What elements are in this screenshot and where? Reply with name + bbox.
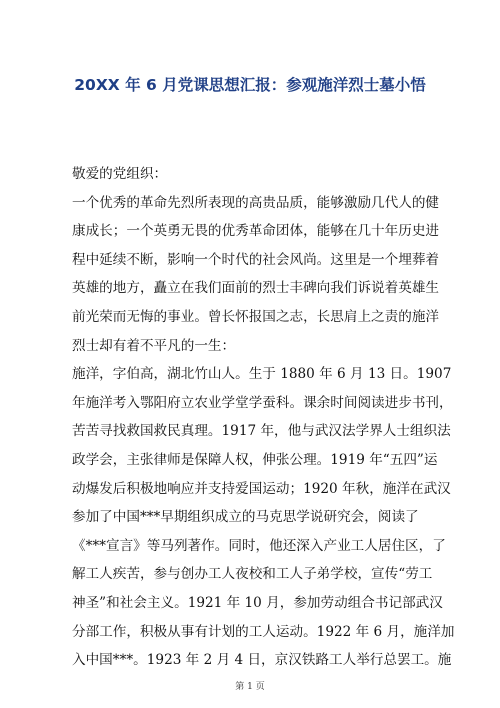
body-line: 动爆发后积极地响应并支持爱国运动；1920 年秋，施洋在武汉 (72, 480, 451, 497)
document-body (72, 160, 455, 675)
body-line: 入中国***。1923 年 2 月 4 日，京汉铁路工人举行总罢工。施 (72, 652, 452, 669)
document-title: 20XX 年 6 月党课思想汇报：参观施洋烈士墓小悟 (74, 76, 426, 94)
body-line: 参加了中国***早期组织成立的马克思学说研究会，阅读了 (72, 509, 419, 526)
body-line: 一个优秀的革命先烈所表现的高贵品质，能够激励几代人的健 (72, 194, 440, 211)
body-line: 程中延续不断，影响一个时代的社会风尚。这里是一个埋葬着 (72, 251, 440, 268)
body-line: 年施洋考入鄂阳府立农业学堂学蚕科。课余时间阅读进步书刊， (72, 394, 453, 411)
page-number: 第 1 页 (235, 682, 265, 692)
body-line: 前光荣而无悔的事业。曾长怀报国之志，长思肩上之责的施洋 (72, 308, 440, 325)
body-line: 康成长；一个英勇无畏的优秀革命团体，能够在几十年历史进 (72, 223, 440, 240)
body-line: 英雄的地方，矗立在我们面前的烈士丰碑向我们诉说着英雄生 (72, 280, 440, 297)
body-line: 政学会，主张律师是保障人权，伸张公理。1919 年“五四”运 (72, 451, 438, 468)
body-line: 解工人疾苦，参与创办工人夜校和工人子弟学校，宣传“劳工 (72, 566, 433, 583)
body-line: 烈士却有着不平凡的一生： (72, 337, 236, 354)
body-line: 分部工作，积极从事有计划的工人运动。1922 年 6 月，施洋加 (72, 623, 455, 640)
body-line: 苦苦寻找救国救民真理。1917 年，他与武汉法学界人士组织法 (72, 423, 451, 440)
body-line: 《***宣言》等马列著作。同时，他还深入产业工人居住区，了 (72, 537, 446, 554)
body-line: 敬爱的党组织： (72, 166, 168, 182)
body-line: 神圣”和社会主义。1921 年 10 月，参加劳动组合书记部武汉 (72, 594, 443, 611)
body-line: 施洋，字伯高，湖北竹山人。生于 1880 年 6 月 13 日。1907 (72, 366, 452, 383)
